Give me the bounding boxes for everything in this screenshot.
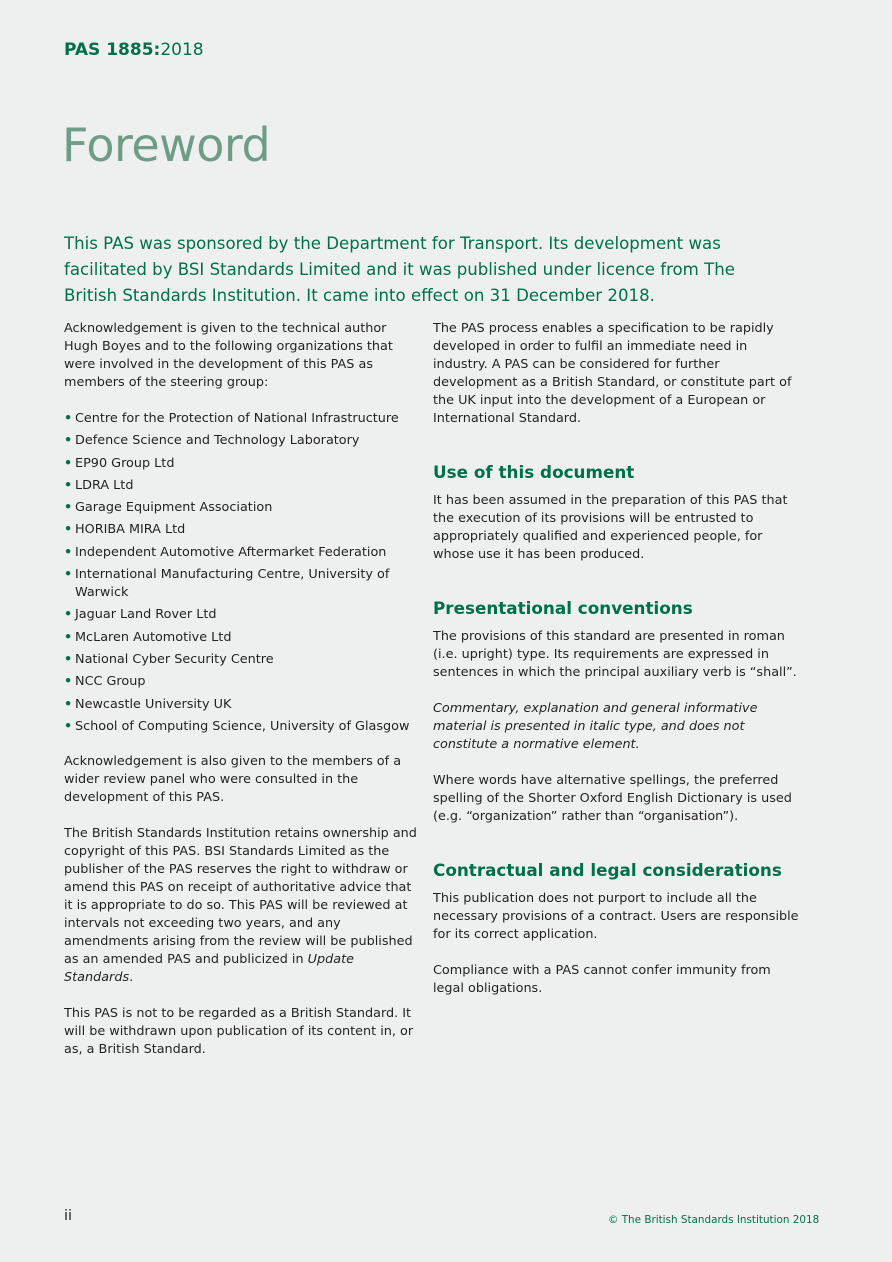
- standard-code: PAS 1885:: [64, 40, 161, 60]
- legal-paragraph-1: This publication does not purport to include all the necessary provisions of a contract. Users are responsible for its correct application.: [433, 891, 799, 942]
- pas-process-paragraph: The PAS process enables a specification to be rapidly developed in order to fulfil an immediate need in industry. A PAS can be considered for further development as a British Standard, or constitute part of the UK input into the development of a European or International Standard.: [433, 321, 792, 426]
- document-header: [64, 40, 204, 60]
- list-item: • HORIBA MIRA Ltd: [64, 521, 424, 539]
- presentational-paragraph-2: Commentary, explanation and general informative material is presented in italic type, and does not constitute a normative element.: [433, 701, 758, 752]
- presentational-heading: Presentational conventions: [433, 598, 693, 618]
- presentational-paragraph-1: The provisions of this standard are presented in roman (i.e. upright) type. Its requirements are expressed in sentences in which the principal auxiliary verb is “shall”.: [433, 629, 797, 680]
- use-paragraph: It has been assumed in the preparation of this PAS that the execution of its provisions will be entrusted to appropriately qualified and experienced people, for whose use it has been produced.: [433, 493, 788, 562]
- standard-year: 2018: [160, 40, 204, 60]
- steering-group-list: [64, 410, 424, 736]
- ownership-paragraph: [64, 825, 424, 987]
- legal-paragraph-2: Compliance with a PAS cannot confer immunity from legal obligations.: [433, 963, 771, 996]
- list-item: • National Cyber Security Centre: [64, 651, 424, 669]
- left-column: [64, 320, 424, 1077]
- page-title: Foreword: [62, 118, 271, 172]
- presentational-paragraph-3: Where words have alternative spellings, the preferred spelling of the Shorter Oxford English Dictionary is used (e.g. “organization” rather than “organisation”).: [433, 773, 792, 824]
- not-british-standard-paragraph: This PAS is not to be regarded as a British Standard. It will be withdrawn upon publication of its content in, or as, a British Standard.: [64, 1005, 414, 1057]
- list-item: • Newcastle University UK: [64, 696, 424, 714]
- list-item: • Garage Equipment Association: [64, 499, 424, 517]
- list-item: • McLaren Automotive Ltd: [64, 629, 424, 647]
- intro-paragraph: This PAS was sponsored by the Department for Transport. Its development was facilitated by BSI Standards Limited and it was published under licence from The British Standards Institution. It came into effect on 31 December 2018.: [64, 234, 735, 305]
- list-item: • Independent Automotive Aftermarket Federation: [64, 544, 424, 562]
- acknowledgement-wider: Acknowledgement is also given to the members of a wider review panel who were consulted in the development of this PAS.: [64, 753, 402, 805]
- right-column: [433, 320, 803, 1016]
- list-item: • NCC Group: [64, 673, 424, 691]
- list-item: • EP90 Group Ltd: [64, 455, 424, 473]
- list-item: • Jaguar Land Rover Ltd: [64, 606, 424, 624]
- ownership-text: The British Standards Institution retains ownership and copyright of this PAS. BSI Standards Limited as the publisher of the PAS reserves the right to withdraw or amend this PAS on receipt of authoritative advice that it is appropriate to do so. This PAS will be reviewed at intervals not exceeding two years, and any amendments arising from the review will be published as an amended PAS and publicized in: [64, 825, 417, 967]
- list-item: • School of Computing Science, University of Glasgow: [64, 718, 424, 736]
- list-item: • Defence Science and Technology Laboratory: [64, 432, 424, 450]
- page-number: ii: [64, 1208, 73, 1224]
- legal-heading: Contractual and legal considerations: [433, 860, 782, 880]
- list-item: • International Manufacturing Centre, University of Warwick: [64, 566, 424, 602]
- list-item: • LDRA Ltd: [64, 477, 424, 495]
- update-standards-title: Update Standards: [64, 951, 354, 985]
- list-item: • Centre for the Protection of National Infrastructure: [64, 410, 424, 428]
- acknowledgement-intro: Acknowledgement is given to the technical author Hugh Boyes and to the following organizations that were involved in the development of this PAS as members of the steering group:: [64, 321, 393, 390]
- copyright-notice: © The British Standards Institution 2018: [608, 1214, 820, 1226]
- ownership-end: .: [129, 969, 134, 985]
- use-heading: Use of this document: [433, 462, 635, 482]
